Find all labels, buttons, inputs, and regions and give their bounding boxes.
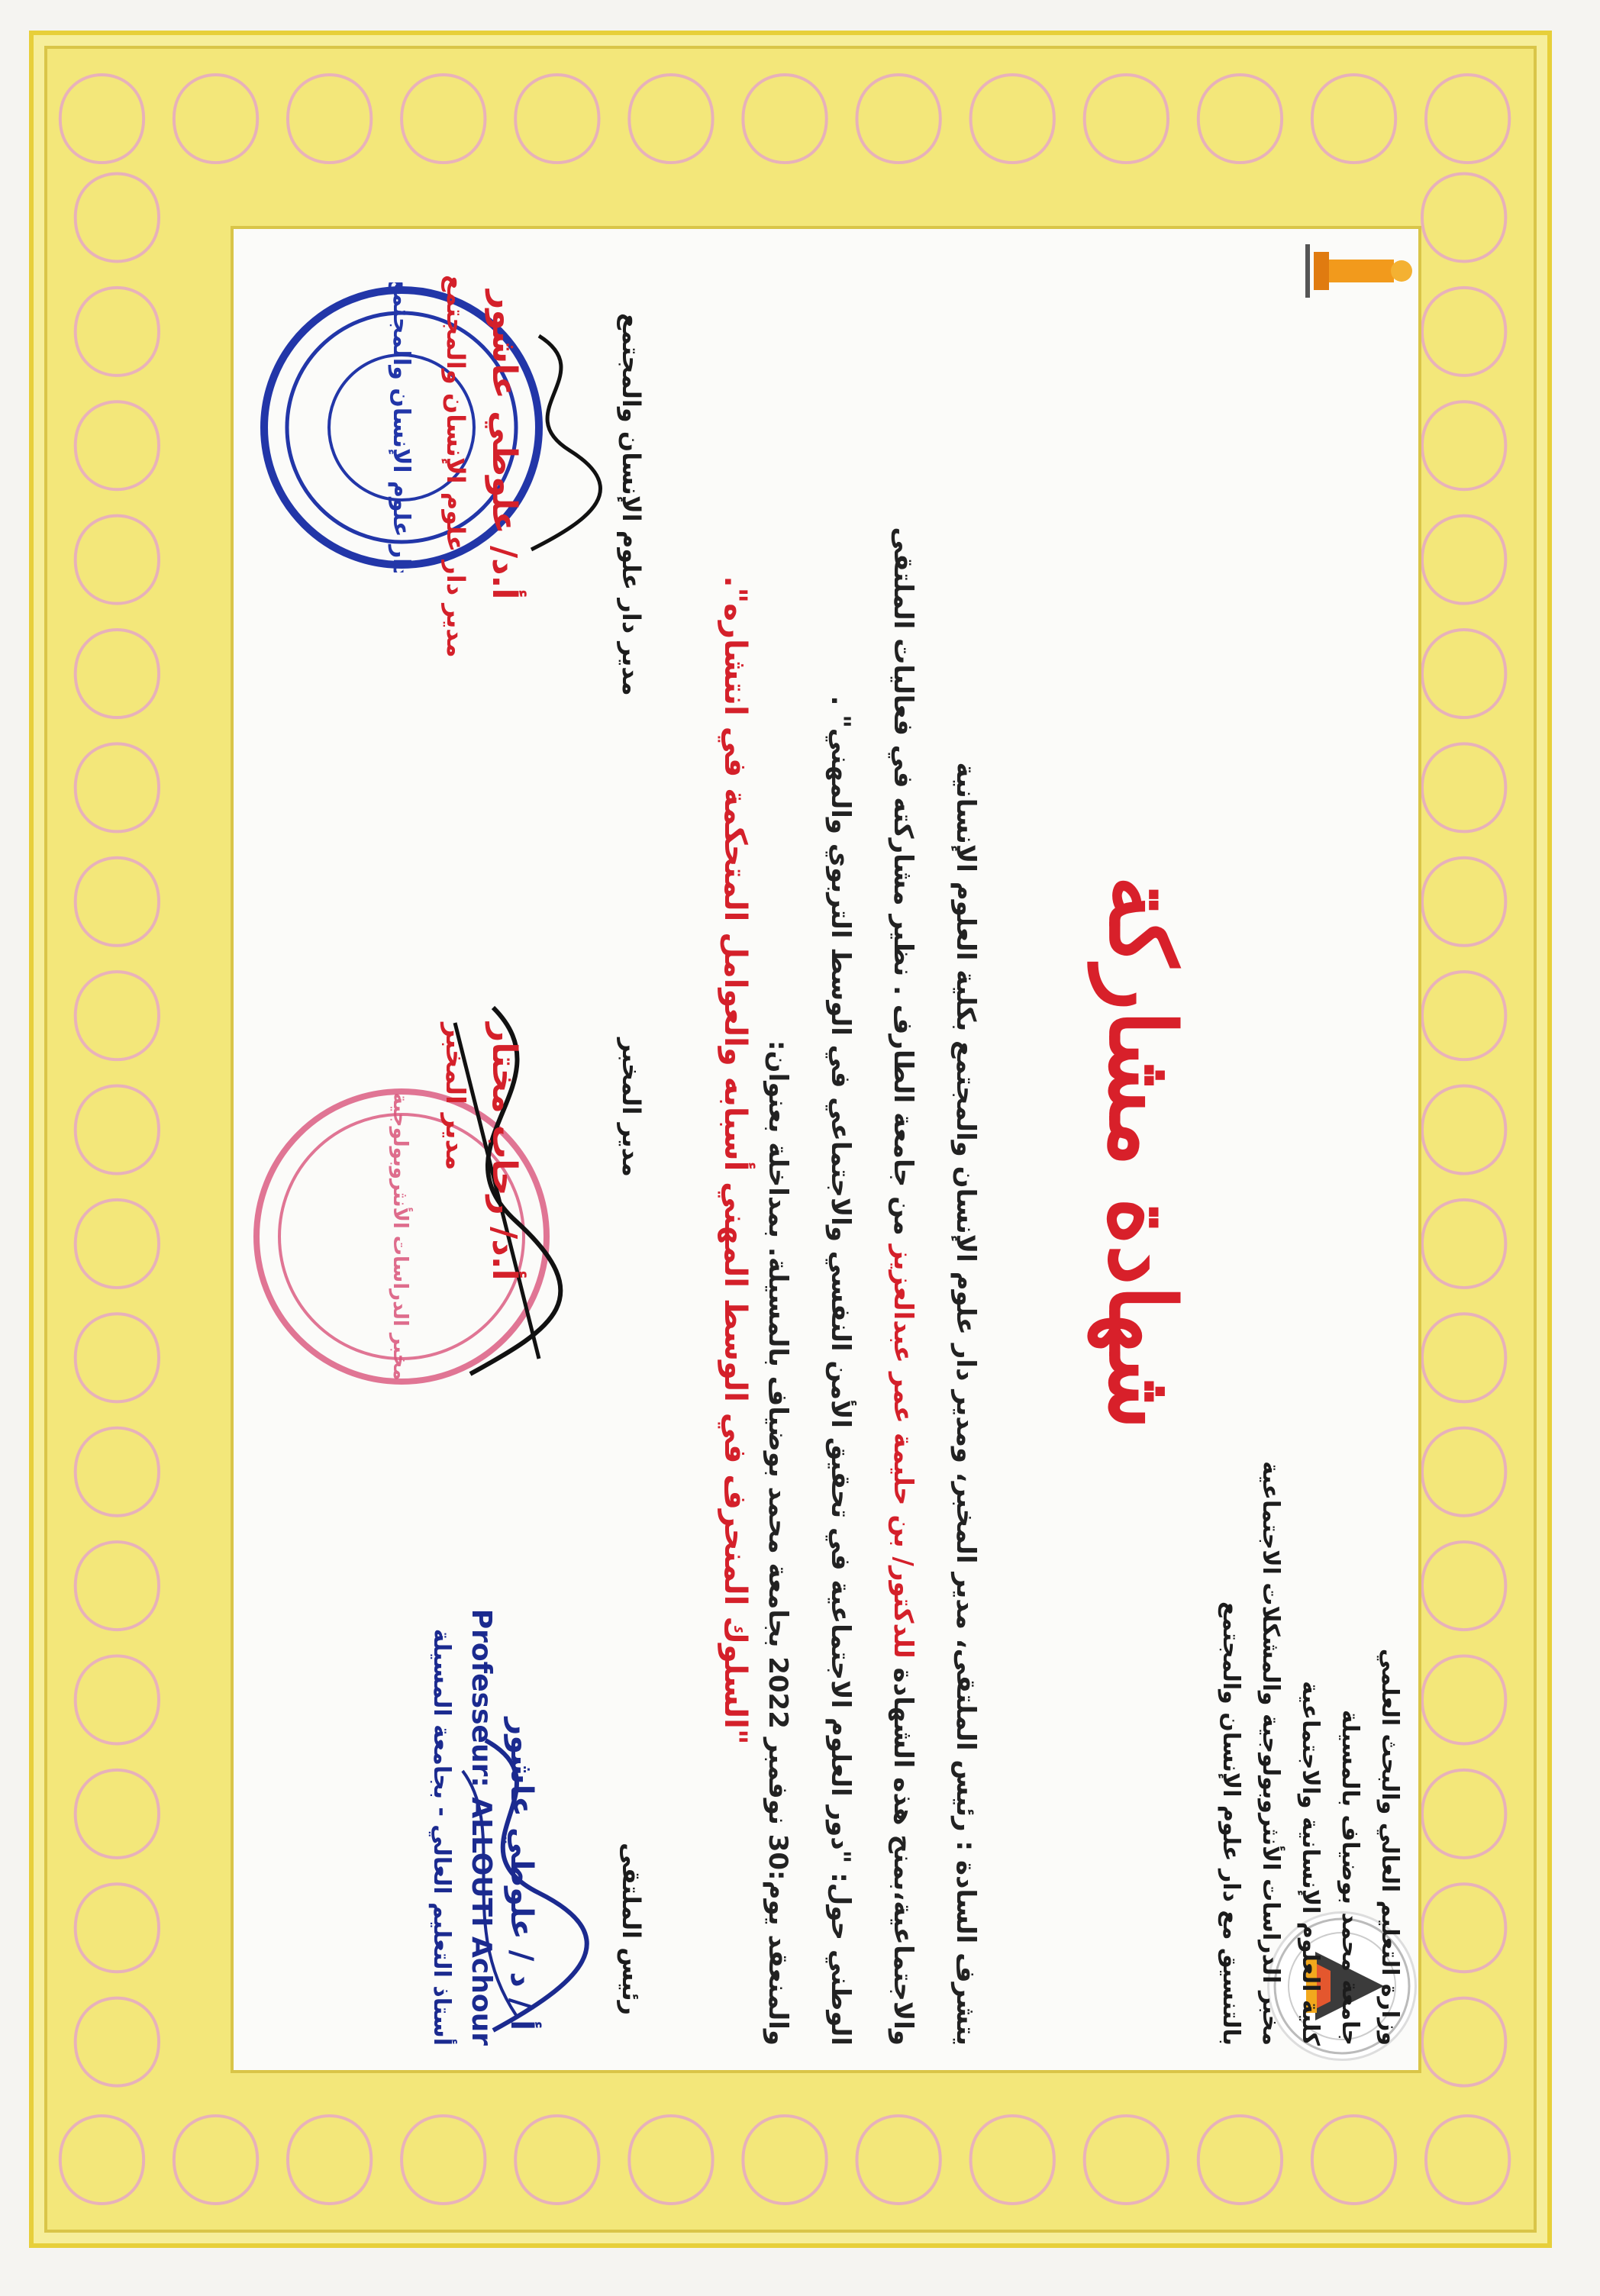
body-line-2 [872, 275, 934, 2046]
lab-director-name: أ.د/ رحاب مختار [485, 1023, 524, 1281]
house-director-label: مدير دار علوم الإنسان والمجتمع [617, 313, 646, 696]
house-director-title: مدير دار علوم الإنسان والمجتمع [441, 275, 470, 658]
header-line-coordination: بالتنسيق مع دار علوم الإنسان والمجتمع [1218, 1601, 1244, 2046]
body-line-2a: والاجتماعية،بمنح هذه الشهادة [888, 1667, 918, 2046]
president-name: أ / د / علوطي عاشور [504, 1717, 539, 2030]
certificate-text [747, 275, 997, 2046]
rotated-content [234, 229, 1424, 2076]
president-latin-name: Professeur: ALLOUTI Achour [466, 1608, 497, 2046]
header-line-faculty: كلية العلوم الإنسانية والاجتماعية [1297, 1681, 1324, 2046]
red-seal-text: مخبر الدراسات الأنثروبولوجية [389, 1092, 411, 1381]
certificate-body [231, 226, 1421, 2073]
header-line-ministry: وزارة التعليم العالي والبحث العلمي [1376, 1648, 1403, 2046]
body-line-4: والمنعقد يوم:30 نوفمبر 2022 بجامعة محمد بوضياف بالمسيلة. بمداخلة بعنوان: [763, 1040, 793, 2046]
body-line-1: يتشرف السادة : رئيس الملتقى، مدير المخبر، ومدير دار علوم الإنسان والمجتمع بكلية العلوم الإنسانية [950, 762, 981, 2046]
body-line-2b: من جامعة الطارف . نظير مشاركته في فعاليات الملتقى [888, 527, 918, 1236]
presentation-topic: "السلوك المنحرف في الوسط المهني أسبابه والعوامل المتحكمة في انتشاره". [718, 576, 753, 1745]
lab-director-label: مدير المخبر [617, 1038, 646, 1177]
president-title: أستاذ التعليم العالي - بجامعة المسيلة [428, 1628, 455, 2046]
header-block [1211, 1282, 1409, 2046]
house-director-name: أ.د/ علوطي عاشور [485, 290, 524, 600]
header-line-university: جامعة محمد بوضياف بالمسيلة [1337, 1709, 1363, 2046]
president-label: رئيس الملتقى [617, 1843, 646, 2015]
certificate-title: شهادة مشاركة [1089, 876, 1195, 1430]
blue-seal-text: دار علوم الإنسان والمجتمع [388, 282, 415, 572]
recipient-name: للدكتور/ بن حليمة عمر عبدالعزيز [888, 1244, 918, 1659]
lab-director-title: مدير المخبر [440, 1023, 470, 1171]
ornamental-frame [29, 31, 1552, 2248]
body-line-3: الوطني حول: "دور العلوم الاجتماعية في تحقيق الأمن النفسي والاجتماعي في الوسط التربوي والمهني" . [825, 695, 856, 2046]
university-logo [1295, 237, 1417, 305]
header-line-lab: مخبر الدراسات الأنثروبولوجية والمشكلات الاجتماعية [1257, 1461, 1284, 2046]
